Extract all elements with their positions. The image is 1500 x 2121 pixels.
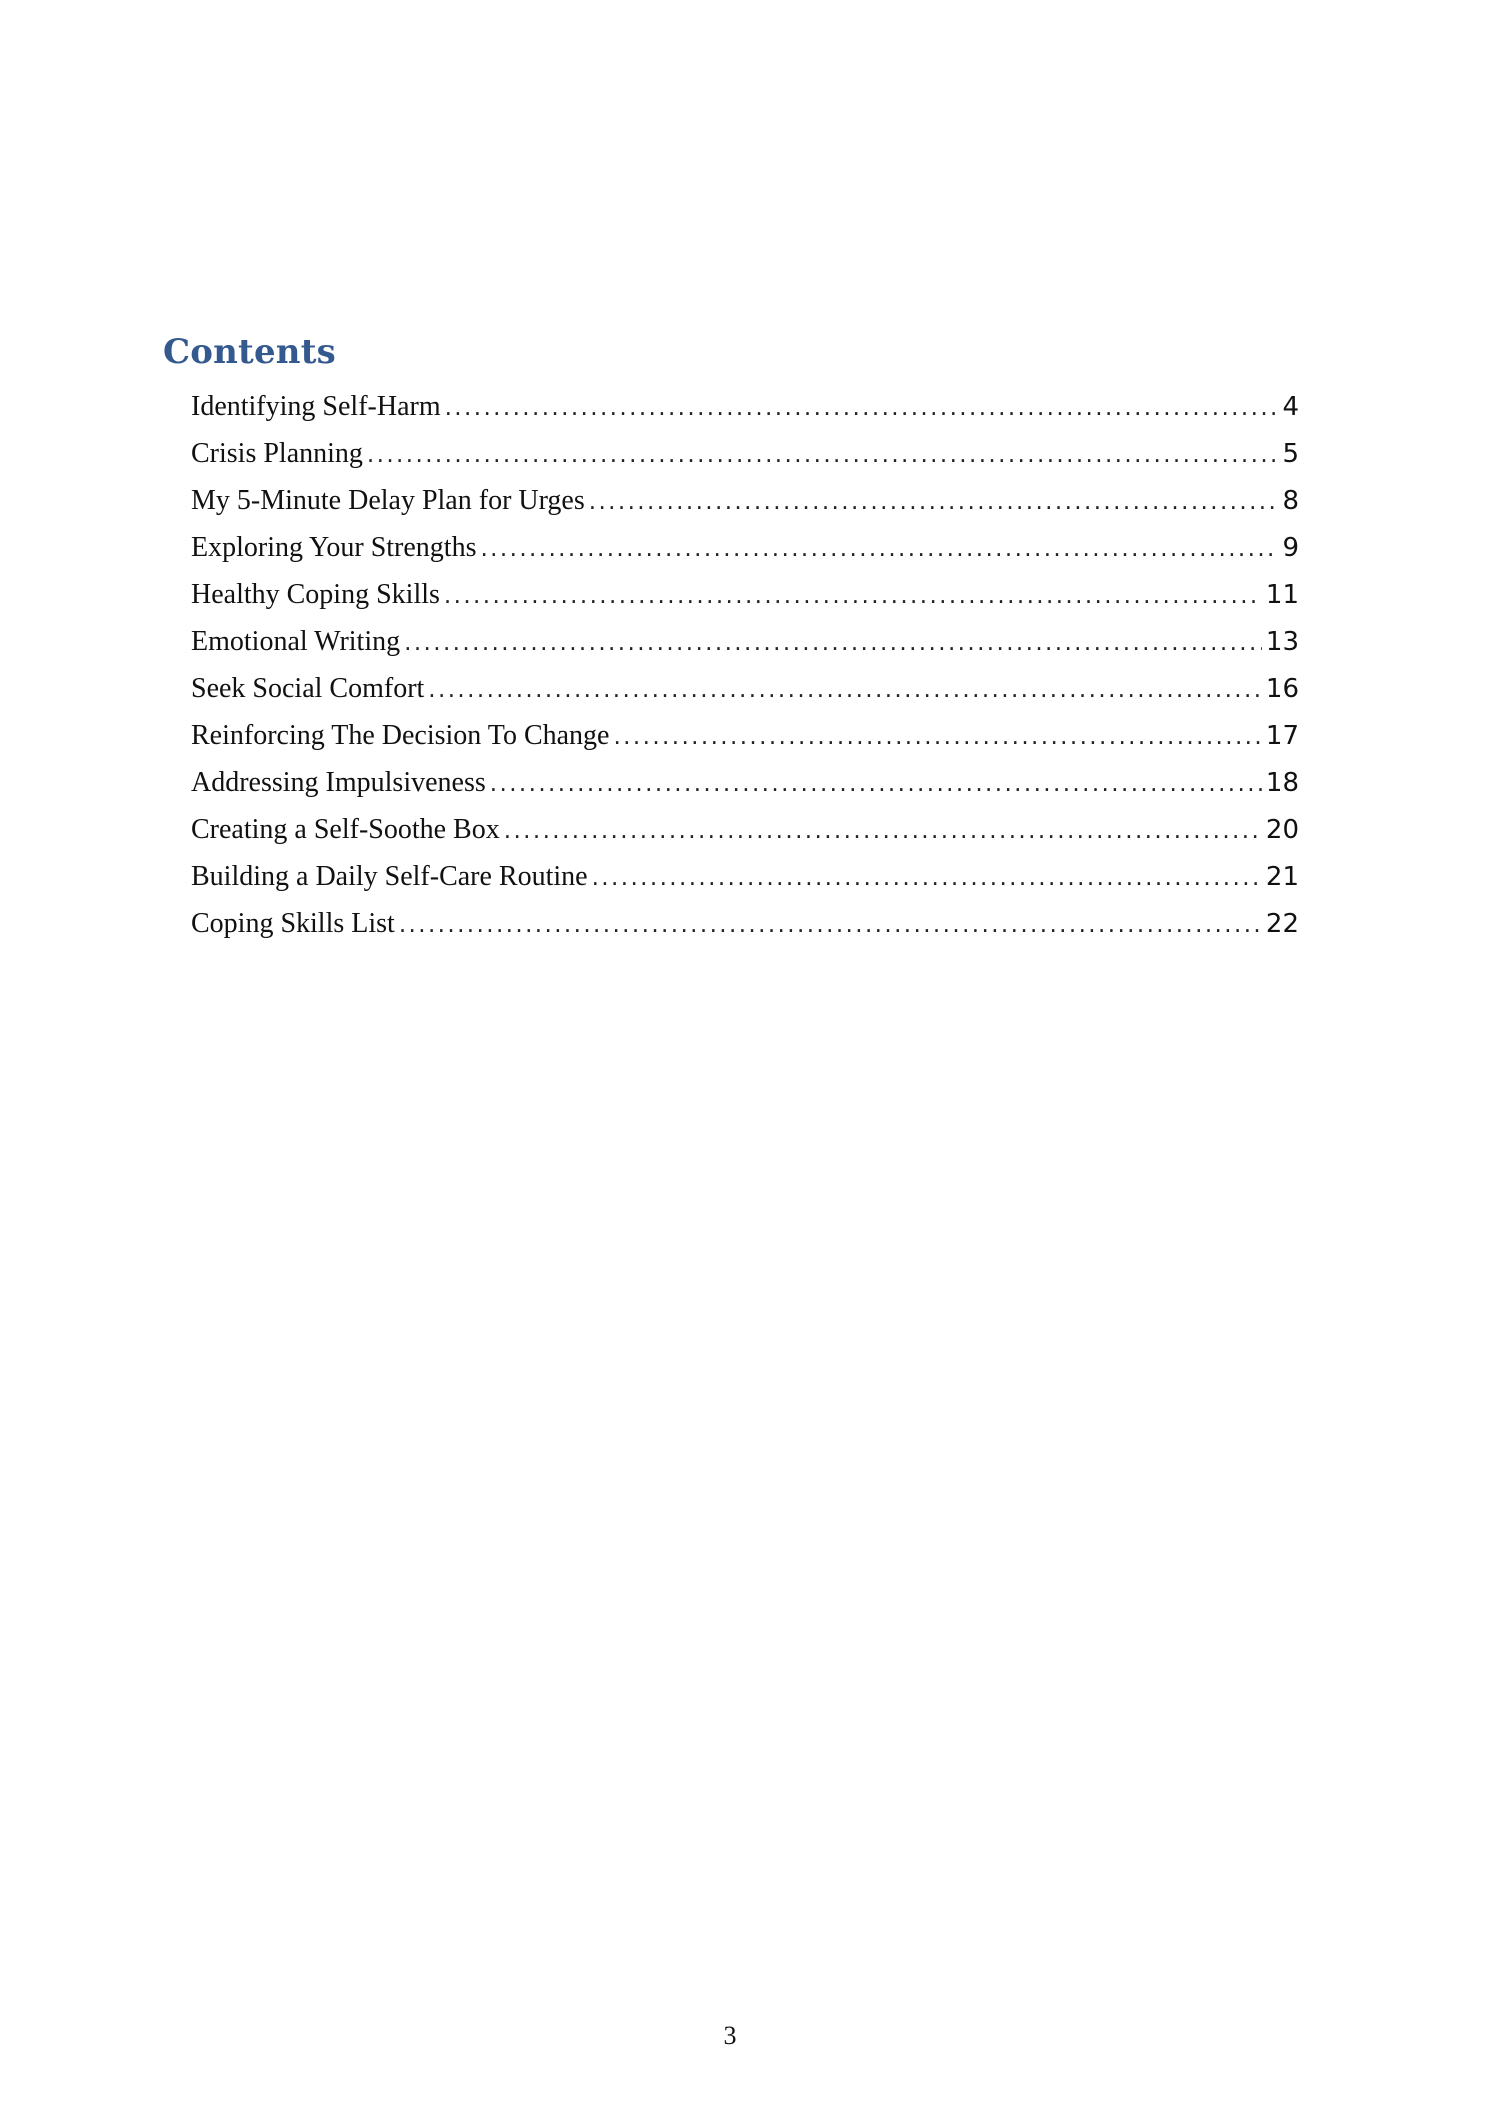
toc-heading: Contents (163, 332, 336, 372)
toc-entry-title: Emotional Writing (191, 626, 401, 657)
toc-entry[interactable] (191, 524, 1299, 571)
toc-entry-title: Reinforcing The Decision To Change (191, 720, 610, 751)
toc-entry[interactable] (191, 900, 1299, 947)
toc-entry[interactable] (191, 806, 1299, 853)
toc-entry-page: 5 (1282, 439, 1299, 469)
toc-entry[interactable] (191, 618, 1299, 665)
toc-entry[interactable] (191, 665, 1299, 712)
toc-entry-title: Exploring Your Strengths (191, 532, 477, 563)
toc-entry-page: 13 (1265, 627, 1299, 657)
toc-entry[interactable] (191, 383, 1299, 430)
toc-entry-page: 21 (1265, 862, 1299, 892)
toc-entry-title: Healthy Coping Skills (191, 579, 440, 610)
table-of-contents (191, 383, 1299, 947)
toc-dot-leader (589, 479, 1279, 524)
toc-dot-leader (490, 761, 1262, 806)
toc-dot-leader (428, 667, 1262, 712)
toc-dot-leader (399, 902, 1262, 947)
toc-entry-title: Identifying Self-Harm (191, 391, 441, 422)
toc-entry-title: Seek Social Comfort (191, 673, 425, 704)
toc-entry-title: Addressing Impulsiveness (191, 767, 486, 798)
toc-dot-leader (367, 432, 1279, 477)
toc-dot-leader (613, 714, 1261, 759)
toc-entry[interactable] (191, 759, 1299, 806)
toc-entry-title: Coping Skills List (191, 908, 395, 939)
toc-entry-page: 4 (1282, 392, 1299, 422)
toc-dot-leader (480, 526, 1278, 571)
toc-entry-title: Creating a Self-Soothe Box (191, 814, 500, 845)
toc-entry-title: Building a Daily Self-Care Routine (191, 861, 588, 892)
toc-entry[interactable] (191, 712, 1299, 759)
page-number: 3 (723, 2021, 737, 2050)
toc-dot-leader (445, 385, 1279, 430)
toc-entry[interactable] (191, 430, 1299, 477)
toc-dot-leader (504, 808, 1262, 853)
toc-entry[interactable] (191, 853, 1299, 900)
toc-entry-page: 17 (1265, 721, 1299, 751)
toc-dot-leader (444, 573, 1262, 618)
toc-entry-page: 9 (1282, 533, 1299, 563)
toc-dot-leader (404, 620, 1262, 665)
toc-entry-page: 20 (1265, 815, 1299, 845)
toc-entry-title: My 5-Minute Delay Plan for Urges (191, 485, 585, 516)
toc-dot-leader (592, 855, 1262, 900)
toc-entry-page: 11 (1265, 580, 1299, 610)
toc-entry-page: 8 (1282, 486, 1299, 516)
toc-entry-page: 22 (1265, 909, 1299, 939)
toc-entry-title: Crisis Planning (191, 438, 363, 469)
toc-entry[interactable] (191, 571, 1299, 618)
toc-entry[interactable] (191, 477, 1299, 524)
toc-entry-page: 16 (1265, 674, 1299, 704)
toc-entry-page: 18 (1265, 768, 1299, 798)
